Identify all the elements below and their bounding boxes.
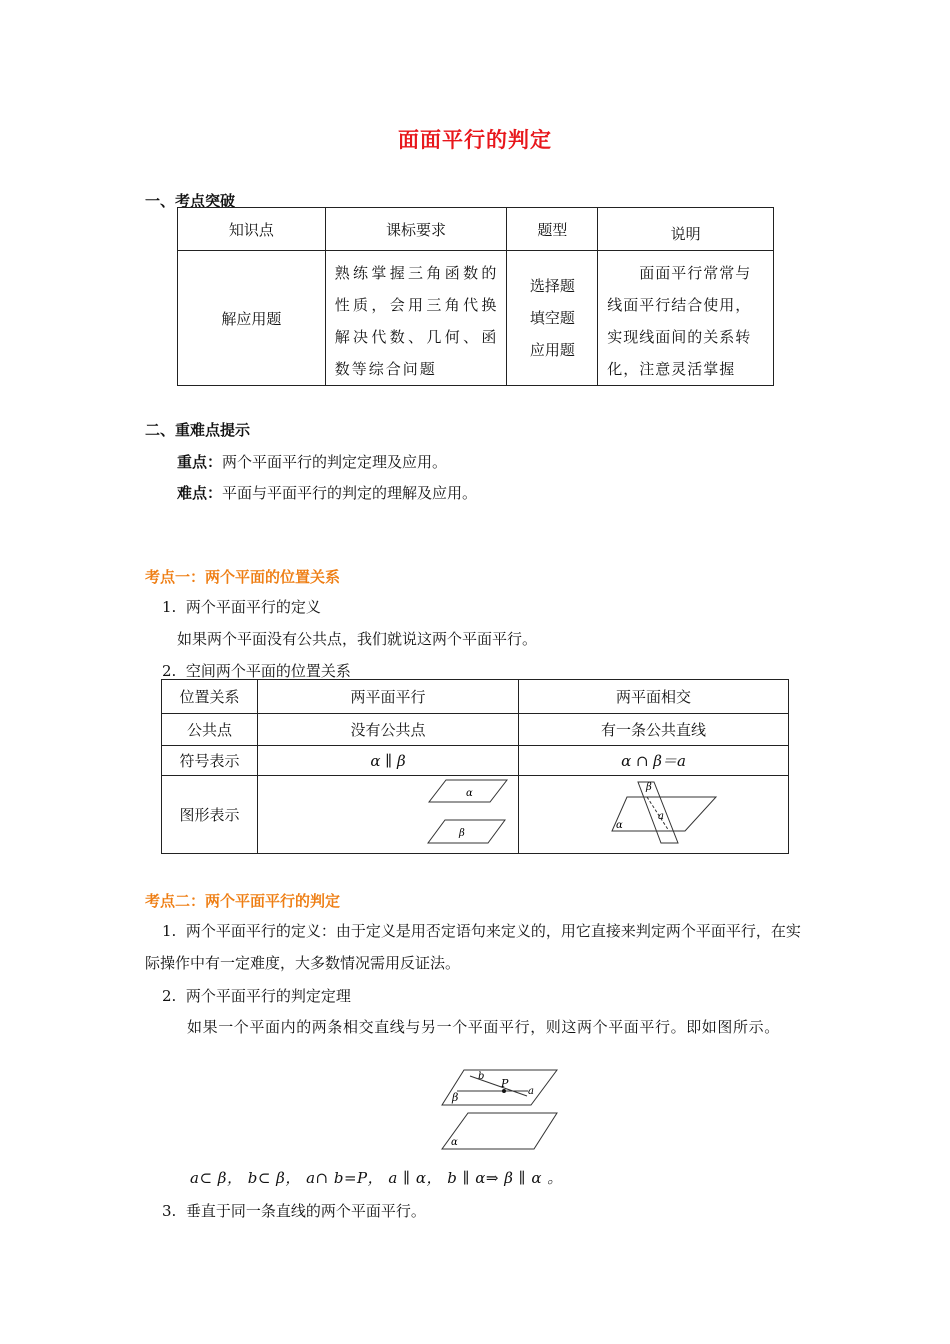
header-type: 题型 bbox=[507, 208, 598, 251]
point2-item3: 3. 垂直于同一条直线的两个平面平行。 bbox=[162, 1202, 426, 1220]
plane-beta-label: β bbox=[452, 1091, 459, 1104]
plane-alpha-shape bbox=[442, 1113, 557, 1149]
section1-heading: 一、考点突破 bbox=[145, 192, 236, 210]
plane-beta-shape bbox=[428, 820, 505, 843]
cell-note: 面面平行常常与线面平行结合使用，实现线面间的关系转化，注意灵活掌握 bbox=[598, 251, 774, 386]
row-relation-intersect: 两平面相交 bbox=[519, 680, 789, 714]
hard-text: 平面与平面平行的判定的理解及应用。 bbox=[222, 484, 478, 502]
difficult-point bbox=[177, 483, 477, 503]
row-symbol-intersect: α ∩ β＝a bbox=[519, 746, 789, 776]
line-b-label: b bbox=[478, 1071, 485, 1082]
line-a-label: a bbox=[528, 1086, 534, 1097]
cell-requirement: 熟练掌握三角函数的性质，会用三角代换解决代数、几何、函数等综合问题 bbox=[325, 251, 507, 386]
theorem-formula: a⊂ β， b⊂ β， a∩ b=P， a ∥ α， b ∥ α⇒ β ∥ α 。 bbox=[190, 1169, 563, 1187]
figure-intersecting-planes bbox=[519, 776, 789, 854]
type-fill: 填空题 bbox=[529, 309, 575, 327]
key-point bbox=[177, 452, 447, 472]
position-table bbox=[161, 679, 789, 854]
key-label: 重点： bbox=[177, 453, 223, 471]
type-choice: 选择题 bbox=[529, 277, 575, 295]
point1-item2: 2. 空间两个平面的位置关系 bbox=[162, 662, 351, 680]
point1-heading: 考点一：两个平面的位置关系 bbox=[145, 568, 341, 586]
row-relation-parallel: 两平面平行 bbox=[258, 680, 519, 714]
plane-alpha-shape bbox=[612, 797, 716, 831]
row-common-intersect: 有一条公共直线 bbox=[519, 714, 789, 746]
row-symbol-parallel: α ∥ β bbox=[258, 746, 519, 776]
point-P-label: P bbox=[501, 1077, 509, 1090]
header-knowledge: 知识点 bbox=[178, 208, 326, 251]
point2-item1: 1. 两个平面平行的定义：由于定义是用否定语句来定义的，用它直接来判定两个平面平行，在实际操作中有一定难度，大多数情况需用反证法。 bbox=[145, 922, 801, 972]
key-text: 两个平面平行的判定定理及应用。 bbox=[222, 453, 448, 471]
plane-alpha-label: α bbox=[466, 788, 473, 799]
plane-alpha-label: α bbox=[451, 1137, 458, 1148]
point2-item2: 2. 两个平面平行的判定定理 bbox=[162, 987, 351, 1005]
plane-beta-label: β bbox=[459, 828, 465, 839]
theorem-diagram bbox=[438, 1066, 558, 1154]
cell-knowledge: 解应用题 bbox=[178, 251, 326, 386]
plane-alpha-label: α bbox=[616, 820, 623, 831]
row-figure-label: 图形表示 bbox=[162, 776, 258, 854]
intersecting-planes-diagram bbox=[519, 776, 788, 849]
header-note: 说明 bbox=[598, 208, 774, 251]
row-symbol-label: 符号表示 bbox=[162, 746, 258, 776]
point2-heading: 考点二：两个平面平行的判定 bbox=[145, 892, 341, 910]
point2-item2-text: 如果一个平面内的两条相交直线与另一个平面平行，则这两个平面平行。即如图所示。 bbox=[187, 1018, 780, 1036]
section2-heading: 二、重难点提示 bbox=[145, 421, 251, 439]
figure-parallel-planes bbox=[258, 776, 519, 854]
plane-beta-shape bbox=[442, 1070, 557, 1105]
page-title: 面面平行的判定 bbox=[398, 128, 552, 152]
cell-types bbox=[507, 251, 598, 386]
row-common-label: 公共点 bbox=[162, 714, 258, 746]
header-requirement: 课标要求 bbox=[325, 208, 507, 251]
row-common-parallel: 没有公共点 bbox=[258, 714, 519, 746]
topic-table bbox=[177, 207, 774, 386]
type-application: 应用题 bbox=[529, 341, 575, 359]
plane-beta-label: β bbox=[646, 782, 652, 793]
point1-item1: 1. 两个平面平行的定义 bbox=[162, 598, 321, 616]
hard-label: 难点： bbox=[177, 484, 223, 502]
point1-item1-text: 如果两个平面没有公共点，我们就说这两个平面平行。 bbox=[177, 630, 538, 648]
row-relation-label: 位置关系 bbox=[162, 680, 258, 714]
parallel-planes-diagram bbox=[258, 776, 518, 849]
line-a-label: a bbox=[658, 811, 664, 822]
